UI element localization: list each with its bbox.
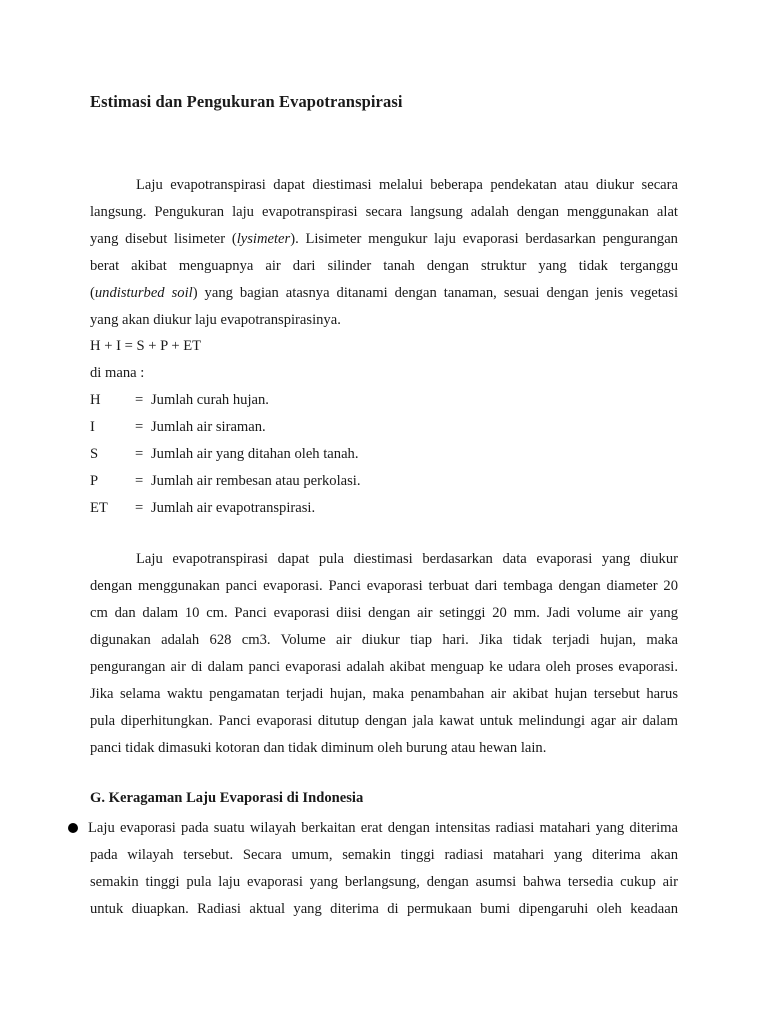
definition-symbol: H — [90, 392, 101, 408]
paragraph-line: pengurangan air di dalam panci evaporasi adalah akibat menguap ke udara oleh proses evaporasi. — [90, 659, 678, 675]
paragraph-line: cm dan dalam 10 cm. Panci evaporasi diisi dengan air setinggi 20 mm. Jadi volume air yang — [90, 605, 678, 621]
definition-symbol: S — [90, 446, 99, 462]
definition-text: Jumlah curah hujan. — [151, 392, 269, 408]
equals-sign: = — [135, 446, 144, 462]
italic-term-lysimeter: lysimeter — [236, 231, 291, 247]
water-balance-equation: H + I = S + P + ET — [90, 338, 202, 354]
equals-sign: = — [135, 419, 144, 435]
equals-sign: = — [135, 500, 144, 516]
paragraph-line: Laju evapotranspirasi dapat diestimasi melalui beberapa pendekatan atau diukur secara — [136, 177, 678, 193]
paragraph-line: langsung. Pengukuran laju evapotranspirasi secara langsung adalah dengan menggunakan alat — [90, 204, 678, 220]
document-title: Estimasi dan Pengukuran Evapotranspirasi — [90, 92, 403, 111]
paragraph-line: digunakan adalah 628 cm3. Volume air diukur tiap hari. Jika tidak terjadi hujan, maka — [90, 632, 678, 648]
bullet-icon — [68, 823, 78, 833]
definition-symbol: P — [90, 473, 99, 489]
equals-sign: = — [135, 473, 144, 489]
paragraph-line: untuk diuapkan. Radiasi aktual yang diterima di permukaan bumi dipengaruhi oleh keadaan — [90, 901, 678, 917]
paragraph-lysimeter — [90, 172, 678, 334]
paragraph-line: dengan menggunakan panci evaporasi. Panci evaporasi terbuat dari tembaga dengan diameter 20 — [90, 578, 678, 594]
paragraph-line: (undisturbed soil) yang bagian atasnya ditanami dengan tanaman, sesuai dengan jenis vegetasi — [90, 285, 678, 301]
paragraph-line: pula diperhitungkan. Panci evaporasi ditutup dengan jala kawat untuk melindungi agar air dalam — [90, 713, 678, 729]
paragraph-line: Laju evaporasi pada suatu wilayah berkaitan erat dengan intensitas radiasi matahari yang diterima — [88, 820, 678, 836]
paragraph-line: yang disebut lisimeter (lysimeter). Lisimeter mengukur laju evaporasi berdasarkan pengurangan — [90, 231, 678, 247]
section-heading: G. Keragaman Laju Evaporasi di Indonesia — [90, 790, 364, 806]
italic-term-undisturbed-soil: undisturbed soil — [94, 285, 193, 301]
paragraph-line: Jika selama waktu pengamatan terjadi hujan, maka penambahan air akibat hujan tersebut harus — [90, 686, 678, 702]
definition-text: Jumlah air evapotranspirasi. — [151, 500, 316, 516]
equals-sign: = — [135, 392, 144, 408]
definition-text: Jumlah air siraman. — [151, 419, 266, 435]
definition-symbol: ET — [90, 500, 108, 516]
paragraph-line: pada wilayah tersebut. Secara umum, semakin tinggi radiasi matahari yang diterima akan — [90, 847, 678, 863]
paragraph-evaporation-pan — [90, 546, 678, 762]
definition-text: Jumlah air rembesan atau perkolasi. — [151, 473, 361, 489]
paragraph-line: panci tidak dimasuki kotoran dan tidak diminum oleh burung atau hewan lain. — [90, 740, 547, 756]
paragraph-line: yang akan diukur laju evapotranspirasinya. — [90, 312, 341, 328]
paragraph-line: Laju evapotranspirasi dapat pula diestimasi berdasarkan data evaporasi yang diukur — [136, 551, 678, 567]
paragraph-line: berat akibat menguapnya air dari silinder tanah dengan struktur yang tidak terganggu — [90, 258, 678, 274]
definition-text: Jumlah air yang ditahan oleh tanah. — [151, 446, 359, 462]
definition-symbol: I — [90, 419, 95, 435]
where-label: di mana : — [90, 365, 145, 381]
bullet-paragraph — [90, 815, 678, 923]
paragraph-line: semakin tinggi pula laju evaporasi yang berlangsung, dengan asumsi bahwa tersedia cukup air — [90, 874, 678, 890]
